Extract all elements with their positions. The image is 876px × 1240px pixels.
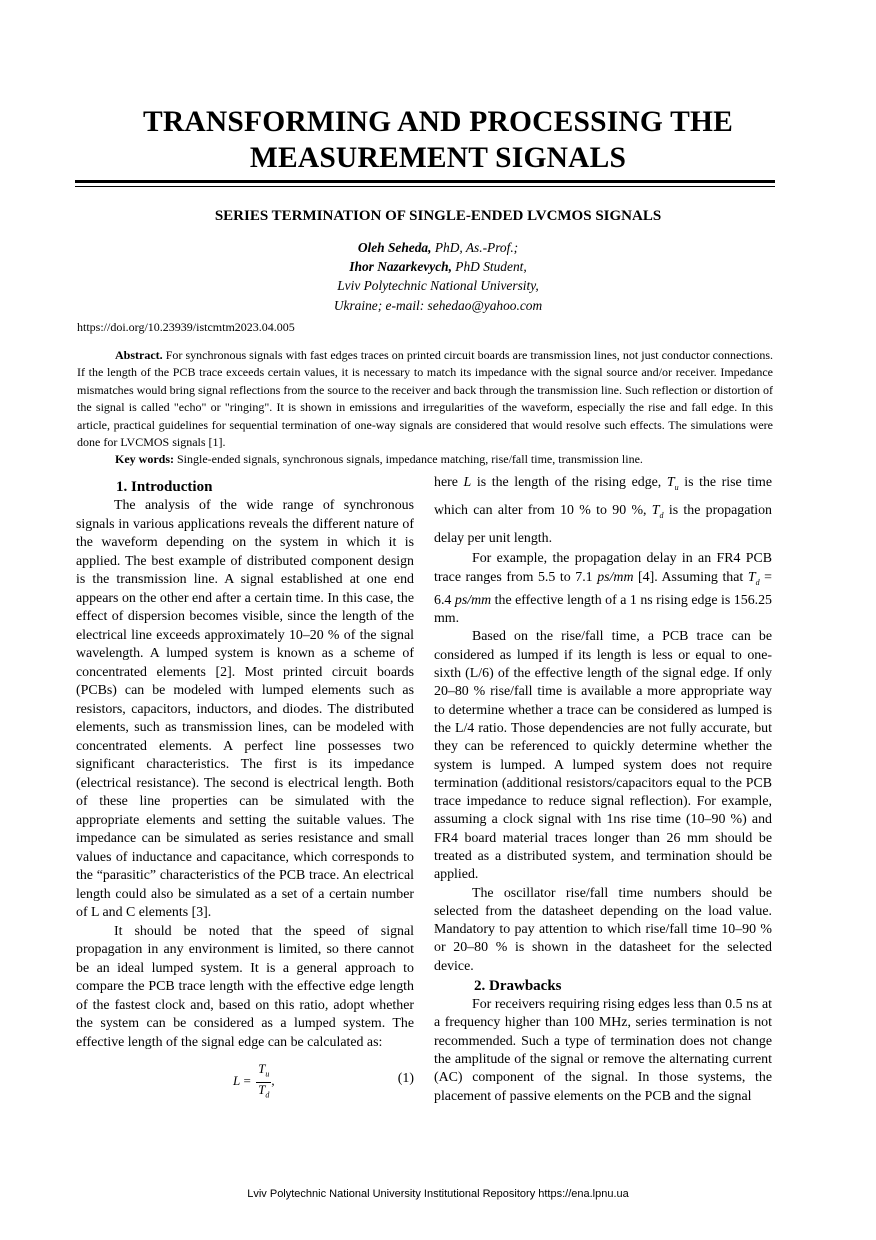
repository-footer: Lviv Polytechnic National University Institutional Repository https://ena.lpnu.ua — [247, 1188, 629, 1200]
equation-comma: , — [271, 1073, 275, 1089]
right-column — [434, 471, 772, 1106]
text-run: For example, the propagation delay in an FR4 PCB trace ranges from 5.5 to 7.1 — [434, 551, 772, 585]
abstract-label: Abstract. — [115, 348, 163, 362]
paper-title: SERIES TERMINATION OF SINGLE-ENDED LVCMOS SIGNALS — [214, 208, 662, 224]
author1-name: Oleh Seheda, — [357, 240, 432, 255]
unit-ps-mm: ps/mm — [597, 569, 634, 585]
text-run: here — [434, 475, 464, 490]
intro-paragraph-1: The analysis of the wide range of synchronous signals in various applications reveals the different nature of the waveform depending on the system in which it is applied. The best example of distributed component design is the transmission line. A signal established at one end appears on the other end after a certain time. In this case, the effect of dispersion becomes visible, since the length of the electrical line exceeds approximately 10–20 % of the signal wavelength. A lumped system is known as a scheme of concentrated elements [2]. Most printed circuit boards (PCBs) can be modeled with lumped elements such as resistors, capacitors, inductors, and diodes. The distributed elements, such as transmission lines, can be modeled with concentrated elements. A perfect line possesses two significant characteristics. The first is its impedance (electrical resistance). The second is electrical length. Both of these line properties can be simulated with the appropriate elements and setting the suitable values. The impedance can be simulated as series resistance and small values of inductance and capacitance, which corresponds to the “parasitic” characteristics of the PCB trace. An electrical length could also be simulated as a set of a certain number of L and C elements [3]. — [76, 498, 414, 920]
text-run: = 6.4 — [434, 569, 772, 608]
unit-ps-mm: ps/mm — [454, 592, 492, 608]
var-Td: T — [747, 569, 756, 585]
author1-role: PhD, As.-Prof.; — [431, 240, 519, 255]
equation-lhs: L — [233, 1073, 241, 1089]
var-Td-sub: d — [659, 510, 664, 520]
author2-role: PhD Student, — [451, 259, 527, 275]
abstract-paragraph — [77, 347, 773, 451]
keywords-text: Single-ended signals, synchronous signals, impedance matching, rise/fall time, transmission line. — [174, 452, 643, 467]
equation-numerator-sub: u — [265, 1069, 270, 1079]
var-Td: T — [651, 503, 660, 519]
keywords-label: Key words: — [115, 452, 174, 467]
equation-denominator: T — [258, 1081, 266, 1097]
abstract-text: For synchronous signals with fast edges traces on printed circuit boards are transmission lines, not just conductor connections. If the length of the PCB trace exceeds certain values, it is necessary to match its impedance with the signal source and/or receiver. Impedance mismatches would bring signal reflections from the source to the receiver and back through the transmission line. Such reflection or distortion of the signal is called "echo" or "ringing". It is shown in emissions and irregularities of the waveform, especially the rise and fall edge. In this article, practical guidelines for sequential termination of one-way signals are considered that would resolve such effects. The simulations were done for LVCMOS signals [1]. — [77, 348, 773, 450]
author2-name: Ihor Nazarkevych, — [349, 259, 452, 275]
keywords-paragraph — [77, 451, 773, 468]
equation-numerator: T — [258, 1061, 266, 1076]
text-run: is the length of the rising edge, — [471, 475, 667, 490]
section-heading-introduction: 1. Introduction — [116, 479, 213, 495]
right-paragraph-2 — [434, 550, 772, 628]
equation-1 — [76, 1058, 414, 1100]
text-run: is the rise time which can alter from 10 % to 90 %, — [434, 475, 773, 519]
var-Tu: T — [666, 475, 675, 490]
text-run: is the propagation delay per unit length. — [434, 503, 773, 547]
left-column — [76, 477, 414, 1100]
author-block — [60, 238, 816, 315]
section-title — [60, 104, 816, 176]
text-run: [4]. Assuming that — [633, 569, 748, 585]
equation-fraction — [256, 1062, 271, 1102]
affiliation: Lviv Polytechnic National University, — [337, 278, 539, 294]
title-rule-thin — [75, 186, 775, 187]
section-heading-drawbacks: 2. Drawbacks — [474, 978, 562, 995]
section-title-line1: TRANSFORMING AND PROCESSING THE — [142, 106, 733, 138]
var-Tu-sub: u — [674, 482, 679, 492]
var-Td-sub: d — [755, 577, 760, 587]
doi-link[interactable]: https://doi.org/10.23939/istcmtm2023.04.005 — [77, 320, 295, 334]
section-title-line2: MEASUREMENT SIGNALS — [249, 142, 627, 174]
right-paragraph-1 — [434, 471, 772, 550]
equation-number: (1) — [397, 1071, 414, 1086]
right-paragraph-3: Based on the rise/fall time, a PCB trace can be considered as lumped if its length is less or equal to one-sixth (L/6) of the effective length of the signal edge. If only 20–80 % rise/fall time is available a more appropriate way to determine whether a trace can be considered as lumped is the L/4 ratio. Those dependencies are not fully accurate, but they can be referenced to quickly determine whether the system is lumped. A lumped system does not require termination (additional resistors/capacitors equal to the PCB trace impedance to reduce signal reflection). For example, assuming a clock signal with 1ns rise time (10–90 %) and FR4 board material traces longer than 26 mm should be treated as a distributed system, and termination should be applied. — [434, 629, 772, 883]
contact-email[interactable]: Ukraine; e-mail: sehedao@yahoo.com — [333, 297, 543, 313]
title-rule-thick — [75, 180, 775, 183]
abstract — [77, 347, 773, 469]
equation-equals: = — [240, 1073, 255, 1089]
right-paragraph-4: The oscillator rise/fall time numbers should be selected from the datasheet depending on the load value. Mandatory to pay attention to which rise/fall time 10–90 % or 20–80 % is shown in the datasheet for the selected device. — [434, 885, 772, 974]
var-L: L — [463, 475, 472, 490]
text-run: the effective length of a 1 ns rising edge is 156.25 mm. — [434, 592, 773, 627]
right-paragraph-5: For receivers requiring rising edges less than 0.5 ns at a frequency higher than 100 MHz, series termination is not recommended. Such a type of termination does not change the amplitude of the signal or remove the alternating current (AC) component of the signal. In those systems, the placement of passive elements on the PCB and the signal — [434, 997, 772, 1104]
intro-paragraph-2: It should be noted that the speed of signal propagation in any environment is limited, so there cannot be an ideal lumped system. It is a general approach to compare the PCB trace length with the effective edge length of the fastest clock and, based on this ratio, adopt whether the system can be considered as a lumped system. The effective length of the signal edge can be calculated as: — [76, 923, 414, 1050]
equation-denominator-sub: d — [265, 1090, 270, 1100]
